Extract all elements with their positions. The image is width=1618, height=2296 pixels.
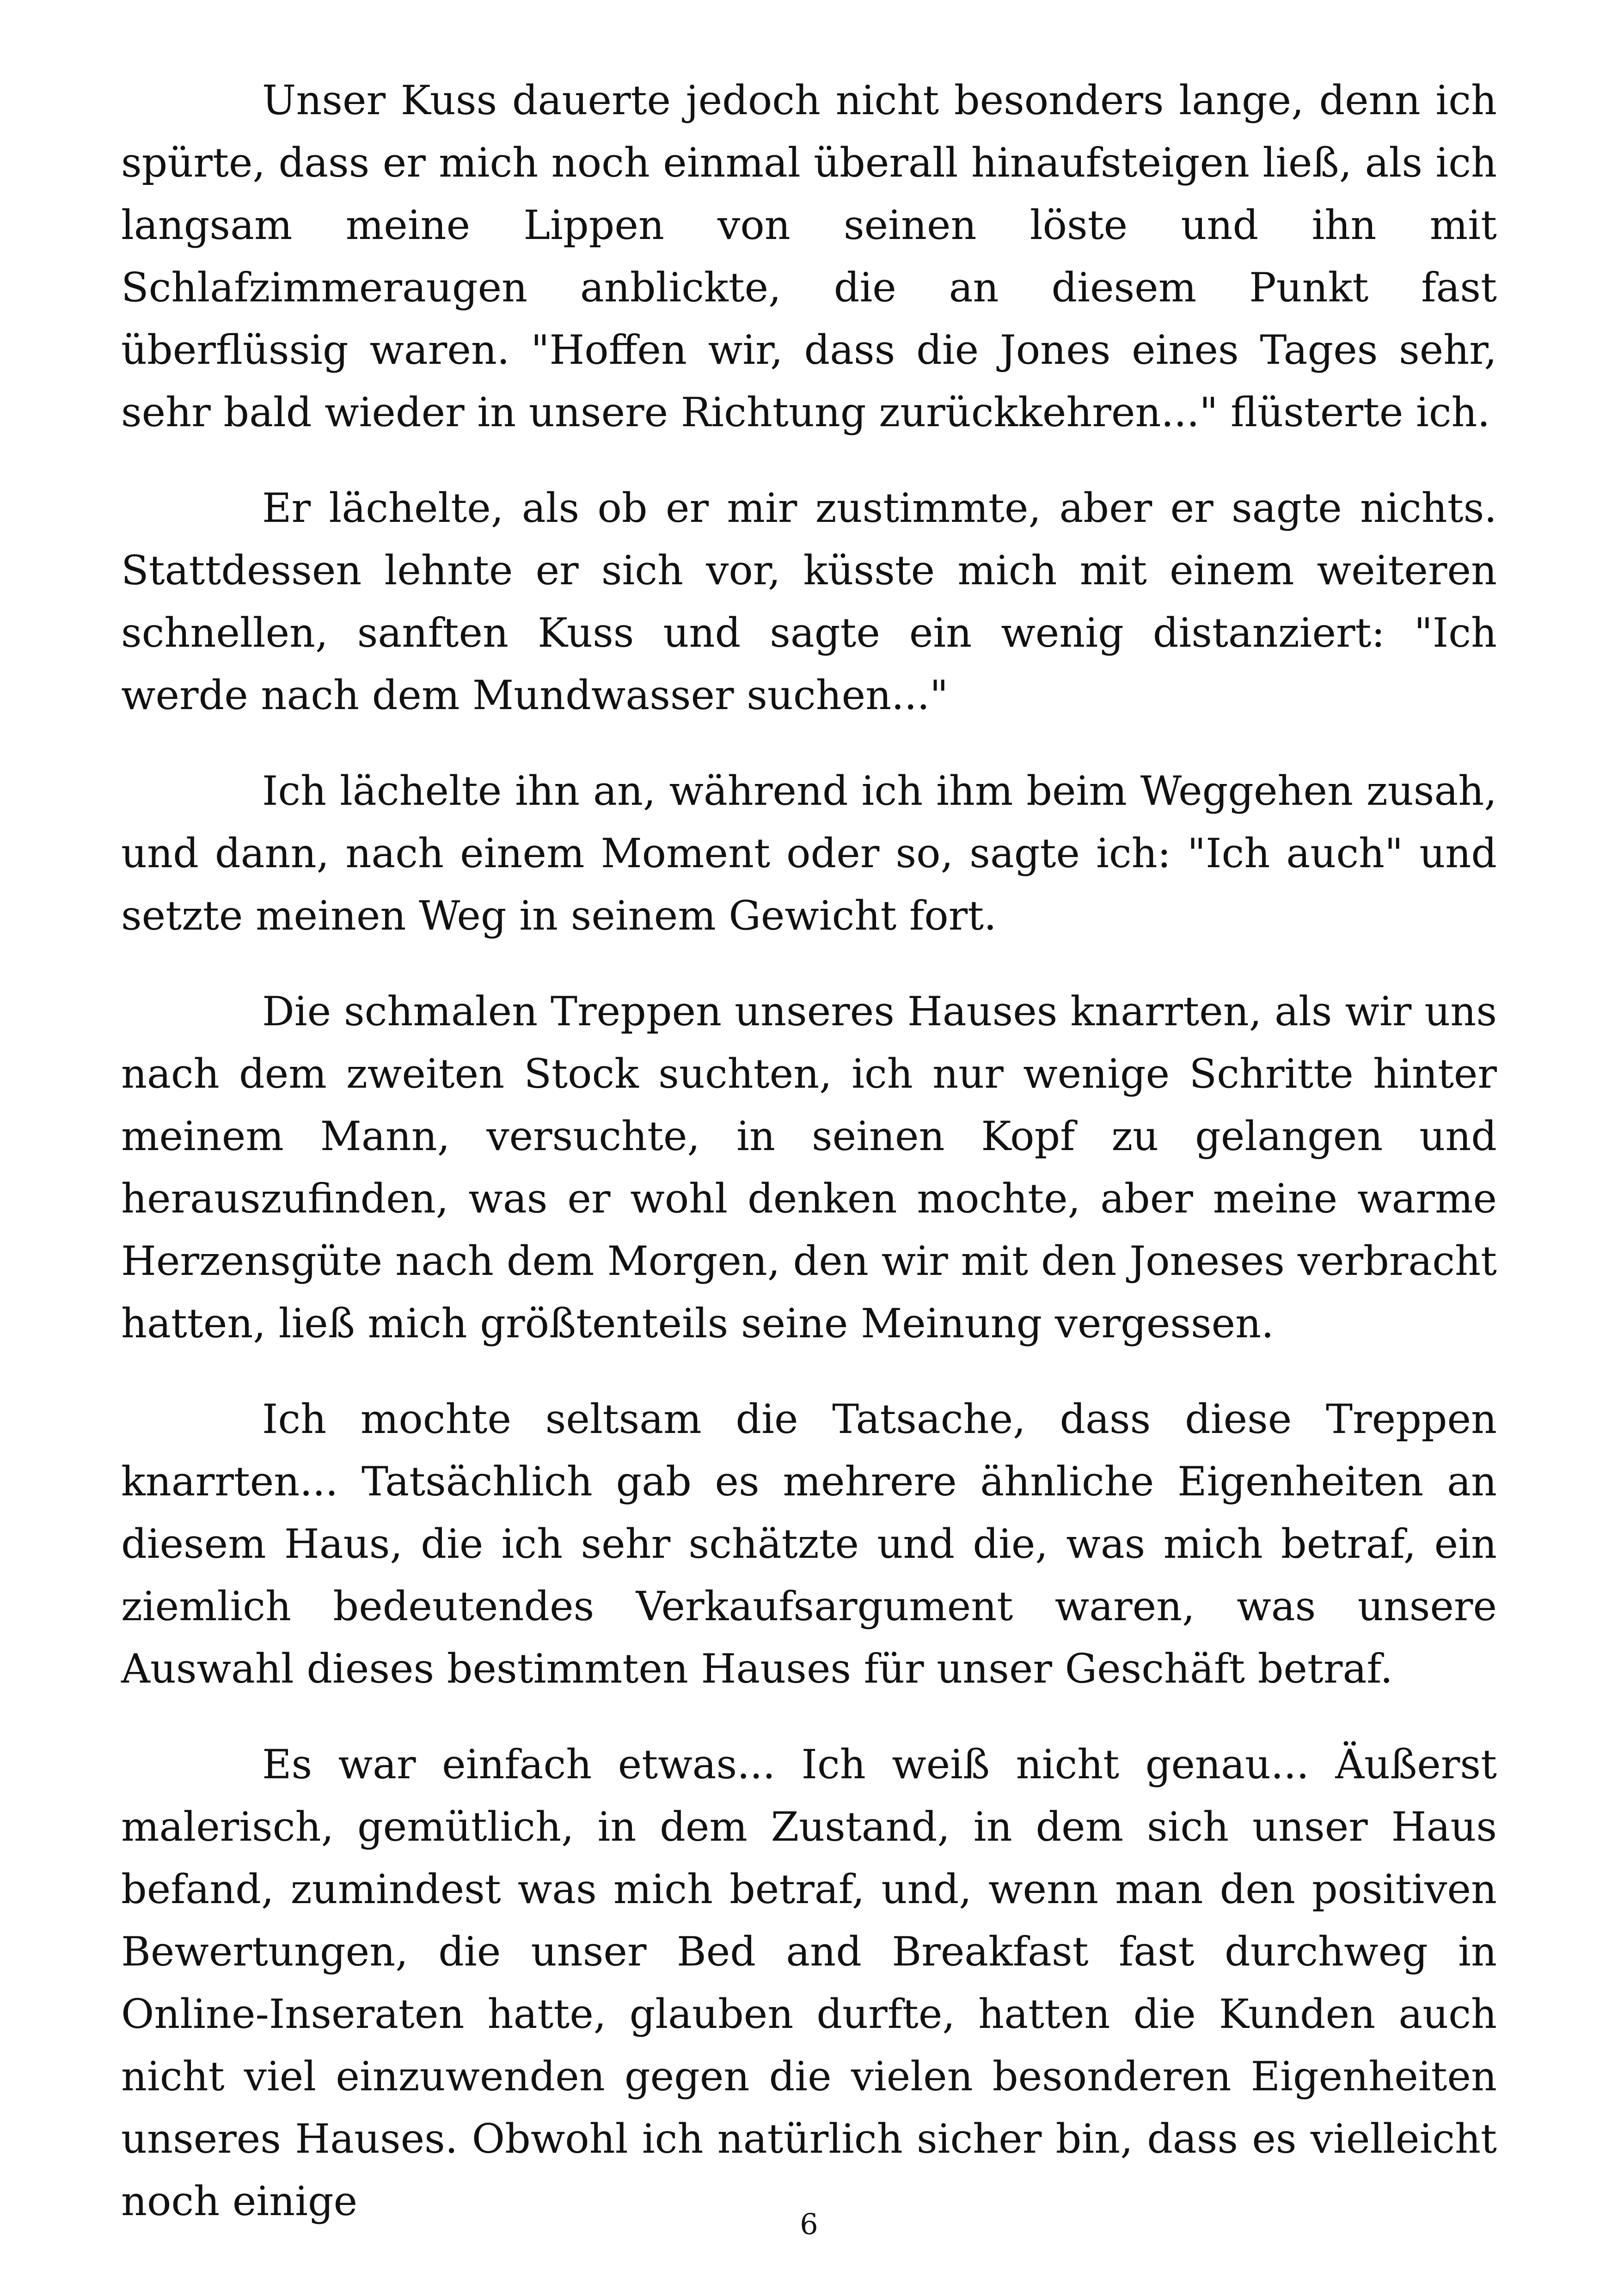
paragraph-6: Es war einfach etwas... Ich weiß nicht genau... Äußerst malerisch, gemütlich, in dem Zustand, in dem sich unser Haus befand, zumindest was mich betraf, und, wenn man den positiven Bewertungen, die unser Bed and Breakfast fast durchweg in Online-Inseraten hatte, glauben durfte, hatten die Kunden auch nicht viel einzuwenden gegen die vielen besonderen Eigenheiten unseres Hauses. Obwohl ich natürlich sicher bin, dass es vielleicht noch einige <box>121 1741 1497 2225</box>
paragraph-5: Ich mochte seltsam die Tatsache, dass diese Treppen knarrten... Tatsächlich gab es mehrere ähnliche Eigenheiten an diesem Haus, die ich sehr schätzte und die, was mich betraf, ein ziemlich bedeutendes Verkaufsargument waren, was unsere Auswahl dieses bestimmten Hauses für unser Geschäft betraf. <box>121 1396 1497 1692</box>
page-number: 6 <box>800 2207 818 2241</box>
paragraph-2: Er lächelte, als ob er mir zustimmte, aber er sagte nichts. Stattdessen lehnte er sich vor, küsste mich mit einem weiteren schnellen, sanften Kuss und sagte ein wenig distanziert: "Ich werde nach dem Mundwasser suchen..." <box>121 484 1497 719</box>
paragraph-1: Unser Kuss dauerte jedoch nicht besonders lange, denn ich spürte, dass er mich noch einmal überall hinaufsteigen ließ, als ich langsam meine Lippen von seinen löste und ihn mit Schlafzimmeraugen anblickte, die an diesem Punkt fast überflüssig waren. "Hoffen wir, dass die Jones eines Tages sehr, sehr bald wieder in unsere Richtung zurückkehren..." flüsterte ich. <box>121 77 1497 436</box>
paragraph-3: Ich lächelte ihn an, während ich ihm beim Weggehen zusah, und dann, nach einem Moment oder so, sagte ich: "Ich auch" und setzte meinen Weg in seinem Gewicht fort. <box>121 767 1497 939</box>
paragraph-4: Die schmalen Treppen unseres Hauses knarrten, als wir uns nach dem zweiten Stock suchten, ich nur wenige Schritte hinter meinem Mann, versuchte, in seinen Kopf zu gelangen und herauszufinden, was er wohl denken mochte, aber meine warme Herzensgüte nach dem Morgen, den wir mit den Joneses verbracht hatten, ließ mich größtenteils seine Meinung vergessen. <box>121 988 1497 1347</box>
body-text <box>121 69 1497 2266</box>
